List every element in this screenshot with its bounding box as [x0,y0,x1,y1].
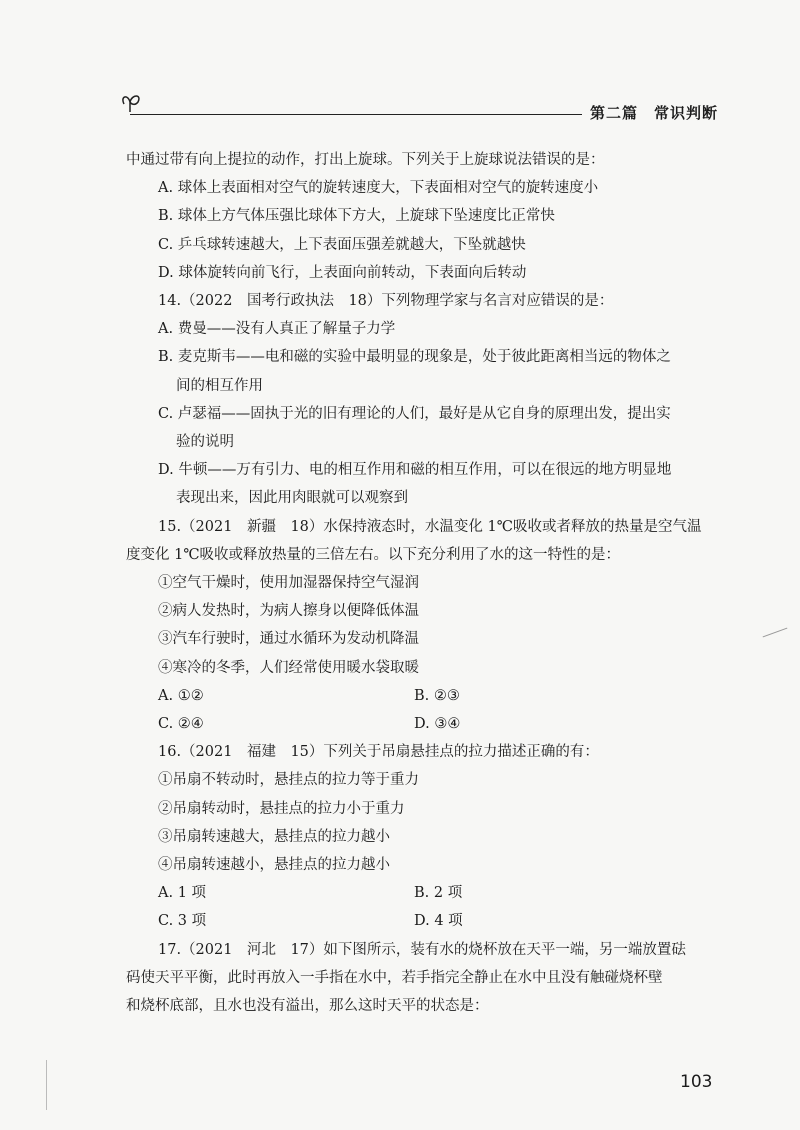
statement-line: ④吊扇转速越小，悬挂点的拉力越小 [158,857,390,874]
option-b: B. ②③ [414,687,460,704]
option-line: C. 卢瑟福——固执于光的旧有理论的人们，最好是从它自身的原理出发，提出实 [158,405,671,422]
option-a: A. ①② [158,687,204,704]
statement-line: ②病人发热时，为病人擦身以便降低体温 [158,603,419,620]
options-row [126,682,706,710]
option-a: A. 1 项 [158,885,207,902]
question-17: 17.（2021 河北 17）如下图所示，装有水的烧杯放在天平一端，另一端放置砝 [158,941,686,958]
option-d: D. 4 项 [414,913,463,930]
option-b: B. 2 项 [414,885,463,902]
option-continuation: 验的说明 [176,434,234,451]
option-line: D. 牛顿——万有引力、电的相互作用和磁的相互作用，可以在很远的地方明显地 [158,462,672,479]
option-c: C. ②④ [158,716,204,733]
option-line: B. 球体上方气体压强比球体下方大，上旋球下坠速度比正常快 [158,208,555,225]
question-16: 16.（2021 福建 15）下列关于吊扇悬挂点的拉力描述正确的有： [158,744,599,761]
options-row [126,710,706,738]
option-c: C. 3 项 [158,913,207,930]
section-title: 第二篇 常识判断 [582,102,718,123]
option-continuation: 间的相互作用 [176,377,263,394]
statement-line: ③吊扇转速越大，悬挂点的拉力越小 [158,828,390,845]
option-line: C. 乒乓球转速越大，上下表面压强差就越大，下坠就越快 [158,236,526,253]
statement-line: ②吊扇转动时，悬挂点的拉力小于重力 [158,800,405,817]
question-15: 15.（2021 新疆 18）水保持液态时，水温变化 1℃吸收或者释放的热量是空气温 [158,518,702,535]
text-line: 中通过带有向上提拉的动作，打出上旋球。下列关于上旋球说法错误的是： [126,152,605,168]
options-row [126,907,706,935]
statement-line: ①吊扇不转动时，悬挂点的拉力等于重力 [158,772,419,789]
option-line: D. 球体旋转向前飞行，上表面向前转动，下表面向后转动 [158,264,527,281]
question-continuation: 码使天平平衡，此时再放入一手指在水中，若手指完全静止在水中且没有触碰烧杯壁 [126,969,663,986]
option-continuation: 表现出来，因此用肉眼就可以观察到 [176,490,408,507]
page-header [118,92,718,128]
option-line: A. 费曼——没有人真正了解量子力学 [158,321,396,338]
question-continuation: 度变化 1℃吸收或释放热量的三倍左右。以下充分利用了水的这一特性的是： [126,546,621,563]
options-row [126,879,706,907]
page-number: 103 [680,1072,713,1092]
scan-speck [46,1060,47,1110]
sprout-icon [118,92,146,112]
statement-line: ④寒冷的冬季，人们经常使用暖水袋取暖 [158,659,419,676]
option-d: D. ③④ [414,716,461,733]
question-14: 14.（2022 国考行政执法 18）下列物理学家与名言对应错误的是： [158,293,614,310]
statement-line: ③汽车行驶时，通过水循环为发动机降温 [158,631,419,648]
option-line: A. 球体上表面相对空气的旋转速度大，下表面相对空气的旋转速度小 [158,180,599,197]
option-line: B. 麦克斯韦——电和磁的实验中最明显的现象是，处于彼此距离相当远的物体之 [158,349,671,366]
question-continuation: 和烧杯底部，且水也没有溢出，那么这时天平的状态是： [126,998,489,1015]
scan-speck [763,628,788,638]
page-body [126,146,706,1020]
statement-line: ①空气干燥时，使用加湿器保持空气湿润 [158,575,419,592]
